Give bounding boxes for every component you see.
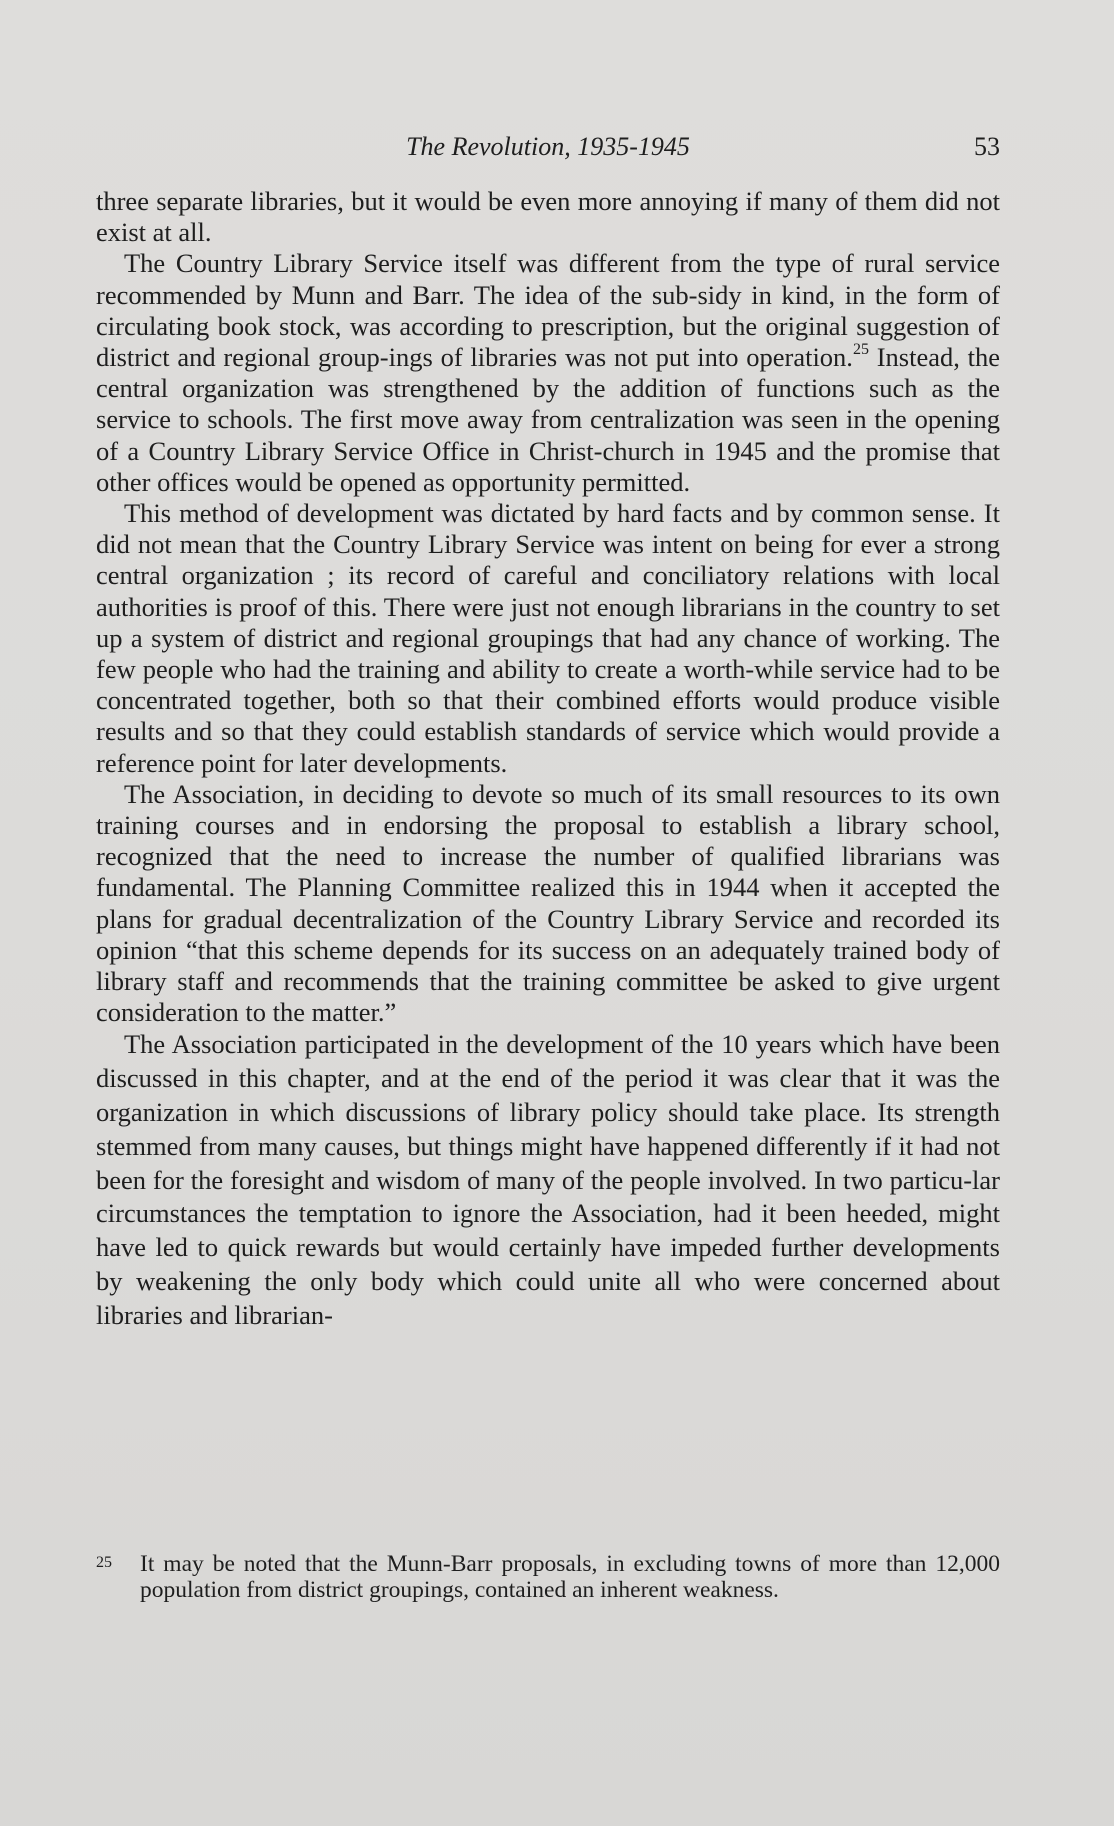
paragraph-5: The Association participated in the development of the 10 years which have been discussed in this chapter, and at the end of the period it was clear that it was the organization in which discussions of library policy should take place. Its strength stemmed from many causes, but things might have happened differently if it had not been for the foresight and wisdom of many of the people involved. In two particu-lar circumstances the temptation to ignore the Association, had it been heeded, might have led to quick rewards but would certainly have impeded further developments by weakening the only body which could unite all who were concerned about libraries and librarian- xyxy=(96,1029,1000,1330)
footnote-mark: 25 xyxy=(96,1554,112,1571)
paragraph-1: three separate libraries, but it would be even more annoying if many of them did not exist at all. xyxy=(96,186,1000,248)
footnote-reference[interactable]: 25 xyxy=(852,341,869,359)
paragraph-2-text-before: The Country Library Service itself was different from the type of rural service recommended by Munn and Barr. The idea of the sub-sidy in kind, in the form of circulating book stock, was according to prescription, but the original suggestion of district and regional group-ings of libraries was not put into operation. xyxy=(96,248,1000,373)
paragraph-2 xyxy=(96,248,1000,498)
running-head xyxy=(96,132,1000,168)
paragraph-4: The Association, in deciding to devote so much of its small resources to its own training courses and in endorsing the proposal to establish a library school, recognized that the need to increase the number of qualified librarians was fundamental. The Planning Committee realized this in 1944 when it accepted the plans for gradual decentralization of the Country Library Service and recorded its opinion “that this scheme depends for its success on an adequately trained body of library staff and recommends that the training committee be asked to give urgent consideration to the matter.” xyxy=(96,778,1000,1028)
paragraph-3: This method of development was dictated by hard facts and by common sense. It did not mean that the Country Library Service was intent on being for ever a strong central organization ; its record of careful and conciliatory relations with local authorities is proof of this. There were just not enough librarians in the country to set up a system of district and regional groupings that had any chance of working. The few people who had the training and ability to create a worth-while service had to be concentrated together, both so that their combined efforts would produce visible results and so that they could establish standards of service which would provide a reference point for later developments. xyxy=(96,498,1000,778)
footnote-text: It may be noted that the Munn-Barr proposals, in excluding towns of more than 12,000 population from district groupings, contained an inherent weakness. xyxy=(140,1551,1000,1603)
paragraph-2-text-after: Instead, the central organization was strengthened by the addition of functions such as the service to schools. The first move away from centralization was seen in the opening of a Country Library Service Office in Christ-church in 1945 and the promise that other offices would be opened as opportunity permitted. xyxy=(96,342,1000,497)
footnote xyxy=(96,1552,1000,1603)
page-number: 53 xyxy=(974,132,1000,161)
running-title: The Revolution, 1935-1945 xyxy=(406,132,690,161)
body-text xyxy=(96,186,1000,1333)
